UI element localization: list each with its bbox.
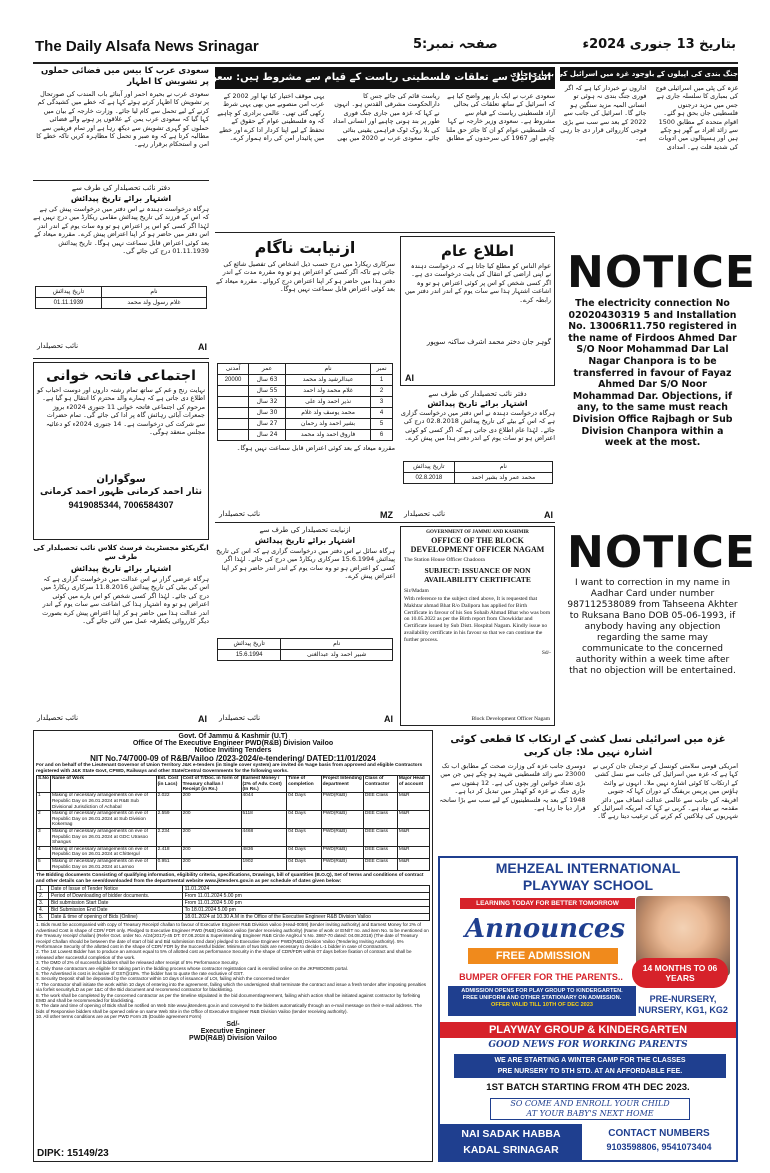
nagam-column-header: عمر	[249, 364, 286, 375]
mourners-label: سوگواران	[96, 474, 146, 485]
cell-emd: 4836	[241, 846, 287, 858]
cell-emd: 4044	[241, 793, 287, 811]
address-1: NAI SADAK HABBA	[461, 1128, 561, 1140]
cell-income: 20000	[218, 375, 249, 386]
ai-mark: AI	[384, 714, 393, 724]
offer-1: ADMISSION OPENS FOR PLAY GROUP TO KINDERGARTEN.	[461, 988, 623, 994]
cell-name: غلام محمد ولد احمد	[285, 386, 370, 397]
tender-term: 3. The DMD of 2% of successful bidders shall be released after receipt of 5% Performance Security.	[36, 960, 239, 966]
cell-cls: DEE Class	[363, 858, 397, 870]
cell-no: 4	[371, 408, 393, 419]
cell-no: 4.	[37, 907, 49, 914]
masthead	[33, 34, 738, 60]
cell-cost: 2.418	[156, 846, 181, 858]
school-tagline: LEARNING TODAY FOR BETTER TOMORROW	[460, 898, 635, 909]
right-article-body: غزہ کی پٹی میں اسرائیلی فوج کی بمباری کا سلسلہ جاری ہے جس میں مزید درجنوں فلسطینی جاں بحق ہو گئے۔ اقوام متحدہ کے مطابق 1500 سے زائد افراد بے گھر ہو چکے ہیں اور ہسپتالوں میں ادویات کی شدید قلت ہے۔ امدادی اداروں نے خبردار کیا ہے کہ اگر فوری جنگ بندی نہ ہوئی تو انسانی المیہ مزید سنگین ہو جائے گا۔ اسرائیل کی جانب سے 2022 کے بعد سے سب سے بڑی فوجی کارروائی قرار دی جا رہی ہے۔	[560, 84, 738, 151]
cell-dept: PWD(R&B)	[321, 793, 363, 811]
school-ad	[438, 856, 738, 1162]
cell-name: فاروق احمد ولد محمد	[285, 430, 370, 441]
cell-no: 1	[371, 375, 393, 386]
cell-emd: 4468	[241, 828, 287, 846]
schedule-row	[37, 893, 430, 900]
cell-age: 30 سال	[249, 408, 286, 419]
schedule-table	[36, 885, 430, 921]
cell-no: 2	[371, 386, 393, 397]
tender-column-header: Earnest Money / (2% of Adv. Cost) (In Rs.)	[241, 776, 287, 793]
notice-header: دفتر نائب تحصیلدار کی طرف سے	[428, 390, 527, 398]
cell-cost: 2.022	[156, 793, 181, 811]
birth-date-table	[35, 286, 207, 309]
cell-value: From 11.01.2024 5.00 pm	[182, 893, 429, 900]
cell-tdoc: 200	[181, 828, 241, 846]
enroll-2: AT YOUR BABY'S NEXT HOME	[526, 1109, 654, 1118]
nagam-column-header: نمبر	[371, 364, 393, 375]
divider	[215, 522, 555, 523]
fateha-notice	[33, 362, 209, 540]
notice-header: ایگزیکٹو مجسٹریٹ فرسٹ کلاس نائب تحصیلدار کی طرف سے	[33, 544, 209, 561]
fateha-body: نہایت رنج و غم کے ساتھ تمام رشتہ داروں اور دوست احباب کو اطلاع دی جاتی ہے کہ ہمارے والد محترم کا انتقال ہو گیا ہے۔ مرحوم کی اجتماعی فاتحہ خوانی 11 جنوری 2024ء بروز جمعرات آبائی رہائش گاہ پر ادا کی جائے گی۔ تمام حضرات سے شرکت کی درخواست ہے۔ 14 جنوری 2024ء کو دعائیہ مجلس منعقد ہوگی۔	[37, 386, 205, 437]
enroll-box	[490, 1098, 690, 1120]
date-value: 01.11.1939	[36, 298, 102, 309]
nagam-table	[217, 363, 393, 441]
gaza-headline: غزہ میں اسرائیلی نسل کشی کے ارتکاب کا قطعی کوئی اشارہ نہیں ملا: جان کربی	[450, 734, 726, 758]
cell-time: 04 Days	[287, 846, 322, 858]
notice-1-title: NOTICE	[567, 247, 756, 298]
executive-magistrate-notice	[33, 544, 209, 726]
tender-column-header: Time of completion	[287, 776, 322, 793]
schedule-row	[37, 900, 430, 907]
ai-mark: AI	[198, 342, 207, 352]
tender-term: 2. The 1st Lowest Bidder has to produce an amount equal to 5% of allotted cost as performance Security in the shape of CDR/FDR within 07 days before fixation of contract and shall be released after successful completion of the work.	[36, 949, 412, 960]
ittila-aam	[400, 236, 555, 386]
table-row	[37, 793, 430, 811]
tender-term: 5. The Advertised is cost is inclusive of GST@18%. The bidder has to quote the rate exclusive of GST.	[36, 970, 244, 976]
contact-numbers: 9103598806, 9541073404	[606, 1142, 712, 1152]
main-article-body: سعودی عرب نے ایک بار پھر واضح کیا ہے کہ اسرائیل کے ساتھ تعلقات کی بحالی آزاد فلسطینی ریاست کے قیام سے مشروط ہے۔ سعودی وزیر خارجہ نے کہا کہ فلسطینی عوام کو ان کا جائز حق ملنا چاہیے اور 1967 کی سرحدوں کے مطابق ریاست قائم کی جائے جس کا دارالحکومت مشرقی القدس ہو۔ انہوں نے کہا کہ غزہ میں جاری جنگ فوری طور پر بند ہونی چاہیے اور انسانی امداد کی بلا روک ٹوک فراہمی یقینی بنائی جائے۔ سعودی عرب نے 2020 میں بھی یہی موقف اختیار کیا تھا اور 2002 کے عرب امن منصوبے میں بھی یہی شرط رکھی گئی تھی۔ عالمی برادری کو چاہیے کہ وہ فلسطینی عوام کے حقوق کے تحفظ کے لیے اپنا کردار ادا کرے اور خطے میں پائیدار امن کی راہ ہموار کرے۔	[217, 92, 555, 143]
cell-cls: DEE Class	[363, 793, 397, 811]
cell-sno: 3	[37, 828, 51, 846]
nagam-column-header: نام	[285, 364, 370, 375]
cell-no: 5.	[37, 914, 49, 921]
table-row	[218, 408, 393, 419]
free-admission: FREE ADMISSION	[468, 948, 618, 964]
name-value: غلام رسول ولد محمد	[101, 298, 206, 309]
notice-body: ہرگاہ درخواست دہندہ نے اس دفتر میں درخواست گزاری ہے کہ اس کے بیٹے کی تاریخ پیدائش 02.8.2018 درج کی جائے۔ لہٰذا عام اطلاع دی جاتی ہے کہ اگر کسی کو کوئی اعتراض ہو تو سات یوم کے اندر دفتر ہذا میں پیش کرے۔	[400, 409, 555, 443]
cell-no: 6	[371, 430, 393, 441]
cell-head: M&R	[397, 793, 429, 811]
cell-sno: 4	[37, 846, 51, 858]
fateha-title: اجتماعی فاتحہ خوانی	[46, 368, 196, 384]
good-news: GOOD NEWS FOR WORKING PARENTS	[488, 1040, 688, 1050]
cell-age: 55 سال	[249, 386, 286, 397]
cell-sno: 5	[37, 858, 51, 870]
table-row	[37, 828, 430, 846]
cell-dept: PWD(R&B)	[321, 858, 363, 870]
classes-text: PRE-NURSERY, NURSERY, KG1, KG2	[638, 994, 728, 1015]
tender-column-header: Est. Cost (in Lacs)	[156, 776, 181, 793]
table-row	[37, 858, 430, 870]
age-range: 14 MONTHS TO 06 YEARS	[642, 963, 718, 983]
ittila-title: اطلاع عام	[440, 242, 514, 260]
cell-head: M&R	[397, 846, 429, 858]
cell-time: 04 Days	[287, 811, 322, 829]
tender-intro: For and on behalf of the Lieutenant Governor of Union Territory J&K e-tenders (in Single cover system) are invited on %age basis from approved and eligible Contractors registered with J&K State Govt, CPWD, Railways and other State/Central Governments for the following works.	[36, 763, 423, 774]
tender-title: Notice Inviting Tenders	[194, 747, 272, 754]
cell-dept: PWD(R&B)	[321, 846, 363, 858]
cell-cls: DEE Class	[363, 811, 397, 829]
cell-no: 5	[371, 419, 393, 430]
cell-cls: DEE Class	[363, 846, 397, 858]
masthead-rule	[33, 62, 738, 64]
batch-start: 1ST BATCH STARTING FROM 4TH DEC 2023.	[486, 1082, 690, 1093]
cell-emd: 1902	[241, 858, 287, 870]
cell-tdoc: 200	[181, 858, 241, 870]
camp-box	[454, 1054, 726, 1078]
nagam-footer: مقررہ میعاد کے بعد کوئی اعتراض قابل سماعت نہیں ہوگا۔	[236, 444, 395, 452]
col-date: تاریخ پیدائش	[403, 462, 455, 473]
tender-signatory-office: PWD(R&B) Division Vailoo	[189, 1034, 277, 1042]
ai-mark: AI	[405, 373, 414, 383]
school-name-2: PLAYWAY SCHOOL	[522, 877, 654, 893]
cell-no: 3.	[37, 900, 49, 907]
cell-income	[218, 419, 249, 430]
table-row	[37, 811, 430, 829]
tender-signatory: Executive Engineer	[200, 1027, 266, 1035]
ai-mark: AI	[544, 510, 553, 520]
saudi-headline: سعودی عرب کا بیس میں فضائی حملوں پر تشویش کا اظہار	[40, 66, 209, 87]
notice-title: اشتہار برائے تاریخ پیدائش	[254, 536, 356, 545]
cell-income	[218, 386, 249, 397]
cell-age: 24 سال	[249, 430, 286, 441]
schedule-row	[37, 914, 430, 921]
offer-2: FREE UNIFORM AND OTHER STATIONARY ON ADMISSION.	[462, 995, 622, 1001]
cell-dept: PWD(R&B)	[321, 828, 363, 846]
ittila-body: عوام الناس کو مطلع کیا جاتا ہے کہ درخواست دہندہ نے اپنی اراضی کے انتقال کی بابت درخواست دی ہے۔ اگر کسی شخص کو اس پر کوئی اعتراض ہو تو وہ اشاعت اشتہار ہذا سے سات یوم کے اندر اندر دفتر میں رابطہ کرے۔	[405, 262, 551, 304]
cell-name: نذیر احمد ولد علی	[285, 397, 370, 408]
tehsildar-notice-2	[400, 390, 555, 520]
bidding-note: The Bidding documents Consisting of qualifying information, eligibility criteria, specifications, Drawings, bill of quantities (B.O.Q), Set of terms and conditions of contract and other details can be seen/downloaded from the departmental website www.jktenders.gov.in as per schedule of dates given below:	[36, 873, 424, 884]
divider	[215, 232, 555, 233]
nagam-notice	[215, 236, 395, 520]
cell-name: عبدالرشید ولد محمد	[285, 375, 370, 386]
cell-sno: 1	[37, 793, 51, 811]
mz-mark: MZ	[380, 510, 393, 520]
tender-term: 8. The work shall be completed by the concerned contractor as per the timeline stipulated in the bid document/agreement, failing which action shall be initiated against contractor by forfeiting EMD and shall be recommended for blacklisting.	[36, 992, 421, 1003]
cell-age: 27 سال	[249, 419, 286, 430]
table-row	[218, 386, 393, 397]
nagam-body: سرکاری ریکارڈ میں درج حسب ذیل اشخاص کی تفصیل شائع کی جاتی ہے تاکہ اگر کسی کو اعتراض ہو تو وہ مقررہ مدت کے اندر دفتر ہذا میں حاضر ہو کر اپنا اعتراض درج کروائے۔ مقررہ میعاد کے بعد کوئی اعتراض قابل سماعت نہیں ہوگا۔	[215, 260, 395, 294]
divider	[33, 180, 209, 181]
cell-cls: DEE Class	[363, 828, 397, 846]
cell-cost: 2.559	[156, 811, 181, 829]
divider	[33, 358, 209, 359]
cell-work: Making of necessary arrangements on eve of Republic Day on 26.01.2024 at GDC Utrasoo Shangus	[50, 828, 156, 846]
tender-nit: NIT No.74/7000-09 of R&B/Vailoo /2023-2024/e-tendering/ DATED:11/01/2024	[90, 754, 376, 763]
cell-head: M&R	[397, 828, 429, 846]
cell-value: To 18.01.2024 5.00 pm	[182, 907, 429, 914]
announces-text: Announces	[464, 914, 626, 944]
contact-label: CONTACT NUMBERS	[608, 1128, 710, 1139]
name-value: شبیر احمد ولد عبدالغنی	[281, 650, 393, 661]
notice-aadhar	[567, 527, 756, 728]
cell-work: Making of necessary arrangements on eve of Republic Day on 26.01.2024 at Sub Division Kokernag	[50, 811, 156, 829]
cell-time: 04 Days	[287, 793, 322, 811]
table-row	[37, 846, 430, 858]
table-row	[218, 397, 393, 408]
saudi-body: سعودی عرب نے بحیرہ احمر اور آبنائے باب المندب کی صورتحال پر تشویش کا اظہار کرتے ہوئے کہا ہے کہ خطے میں کشیدگی کم کرنے کے لیے تحمل سے کام لیا جائے۔ وزارت خارجہ کے بیان میں کہا گیا کہ سعودی عرب یمن کے علاقوں پر ہونے والے فضائی حملوں کو گہری تشویش سے دیکھ رہا ہے اور تمام فریقین سے مطالبہ کرتا ہے کہ وہ صبر و تحمل کا مظاہرہ کریں تاکہ خطے کا امن و استحکام برقرار رہے۔	[36, 90, 209, 149]
tender-notice	[33, 730, 433, 1162]
gaza-body: امریکی قومی سلامتی کونسل کے ترجمان جان کربی نے کہا ہے کہ غزہ میں اسرائیل کی جانب سے نسل کشی کے ارتکاب کا کوئی اشارہ نہیں ملا۔ انہوں نے وائٹ ہاؤس میں پریس بریفنگ کے دوران کہا کہ جنوبی افریقہ کی جانب سے عالمی عدالت انصاف میں دائر مقدمہ بے بنیاد ہے۔ کربی نے کہا کہ امریکہ اسرائیل کو شہریوں کی ہلاکتیں کم کرنے کی ترغیب دیتا رہے گا۔ دوسری جانب غزہ کی وزارت صحت کے مطابق اب تک 23000 سے زائد فلسطینی شہید ہو چکے ہیں جن میں بڑی تعداد خواتین اور بچوں کی ہے۔ 12 ہفتوں سے جاری جنگ نے غزہ کو کھنڈر میں تبدیل کر دیا ہے۔ 1948 کے بعد یہ فلسطینیوں کے لیے سب سے بڑا سانحہ قرار دیا جا رہا ہے۔	[439, 762, 738, 821]
tender-column-header: S.No	[37, 776, 51, 793]
tender-sd: Sd/-	[226, 1020, 240, 1028]
cell-cost: 2.234	[156, 828, 181, 846]
col-name: نام	[101, 287, 206, 298]
cell-item: Bid Submission End Date	[48, 907, 182, 914]
camp-1: WE ARE STARTING A WINTER CAMP FOR THE CLASSES	[494, 1057, 686, 1064]
notice-signature: نائب تحصیلدار	[219, 510, 261, 518]
notice-2-title: NOTICE	[567, 527, 756, 578]
right-headline: جنگ بندی کی اپیلوں کے باوجود غزہ میں اسرائیل کی بمباری جاری	[560, 67, 738, 81]
cell-income	[218, 430, 249, 441]
cell-no: 3	[371, 397, 393, 408]
notice-body: ہرگاہ درخواست دہندہ نے اس دفتر میں درخواست پیش کی ہے کہ اس کے فرزند کی تاریخ پیدائش مقامی ریکارڈ میں درج نہیں ہے لہٰذا اگر کسی کو اس پر اعتراض ہو تو وہ سات یوم کے اندر اندر اس دفتر میں حاضر ہو کر اپنا اعتراض پیش کرے۔ مقررہ میعاد کے بعد کوئی اعتراض قابل سماعت نہیں ہوگا۔ تاریخ پیدائش 01.11.1939 درج کی جائے گی۔	[33, 205, 209, 256]
cell-dept: PWD(R&B)	[321, 811, 363, 829]
cell-value: From 11.01.2024 5.00 pm	[182, 900, 429, 907]
date-value: 15.6.1994	[218, 650, 281, 661]
notice-signature: نائب تحصیلدار	[404, 510, 446, 518]
cell-time: 04 Days	[287, 858, 322, 870]
cell-age: 63 سال	[249, 375, 286, 386]
schedule-row	[37, 907, 430, 914]
nagam-column-header: آمدنی	[218, 364, 249, 375]
cell-emd: 5118	[241, 811, 287, 829]
cell-time: 04 Days	[287, 828, 322, 846]
tehsildar-notice-3	[215, 526, 395, 726]
notice-title: اشتہار برائے تاریخ پیدائش	[70, 194, 172, 203]
col-name: نام	[281, 639, 393, 650]
table-row	[218, 430, 393, 441]
contact-box	[582, 1124, 736, 1160]
page-label: صفحہ نمبر:5	[413, 37, 498, 52]
bdo-sd: Sd/-	[541, 649, 551, 656]
cell-name: محمد یوسف ولد غلام	[285, 408, 370, 419]
tender-term: 10. All other terms conditions are as per PWD Form 25 (Double agreement Form)	[36, 1014, 202, 1020]
notice-2-body: I want to correction in my name in Aadhar Card under number 987112538089 from Tahseena Akhter to Ruksana Bano DOB 05-06-1993, if anybody having any objection regarding the same may communicate to the concerned authority within a week time after that no objection will be entertained.	[567, 578, 738, 676]
playway-title: PLAYWAY GROUP & KINDERGARTEN	[440, 1022, 736, 1038]
bdo-office: OFFICE OF THE BLOCK DEVELOPMENT OFFICER NAGAM	[410, 536, 545, 554]
cell-item: Bid submission Start Date	[48, 900, 182, 907]
tender-gov: Govt. Of Jammu & Kashmir (U.T)	[178, 733, 288, 740]
tender-column-header: Name of Work	[50, 776, 156, 793]
ittila-signatory: گوہر جان دختر محمد اشرف ساکنہ سوپور	[426, 338, 551, 346]
ai-mark: AI	[198, 714, 207, 724]
cell-tdoc: 200	[181, 846, 241, 858]
birth-date-table	[217, 638, 393, 661]
notice-signature: نائب تحصیلدار	[37, 342, 79, 350]
main-headline: اسرائیل سے تعلقات فلسطینی ریاست کے قیام سے مشروط ہیں: سعودی عرب	[215, 67, 555, 89]
age-badge	[632, 958, 728, 988]
cell-cost: 0.951	[156, 858, 181, 870]
notice-signature: نائب تحصیلدار	[219, 714, 261, 722]
notice-body: ہرگاہ عرضی گزار نے اس عدالت میں درخواست گزاری ہے کہ اس کی بیٹی کی تاریخ پیدائش 11.8.2016 سرکاری ریکارڈ میں درج کی جائے۔ لہٰذا اگر کسی شخص کو اس بارے میں کوئی اعتراض ہو تو وہ اشتہار ہذا کی اشاعت سے سات یوم کے اندر اندر عدالت ہذا میں حاضر ہو کر اپنا اعتراض پیش کرے بصورت دیگر کارروائی یکطرفہ عمل میں لائی جائے گی۔	[40, 575, 209, 626]
bdo-subject: SUBJECT: ISSUANCE OF NON AVAILABILITY CERTIFICATE	[424, 566, 531, 584]
tender-term: 1. Bids must be accompanied with copy of Treasury Receipt/ challan to favour of Executive Engineer R&B Division vailoo (Head-0059) (tender inviting authority) and Earnest Money for 2% of Advertised Cost in shape of CDR/ FDR only. Pledged to Executive Engineer PWD (R&B) Division vailoo (tender receiving authority) (Name of work or EIN/IT no. and item No. to be mentioned on the Treasury receipt/ challan) (Refer Govt. order No. A/24(2017)-45 DT: 07.08.2018 & Superintending Engineer R&B Circle Ang/Kul 's No. 3867-70 dated: 04.08.2018) (The date of Treasury receipt/ Challan should be between the date of start of bid and Bid submission End date) pledged to Executive Engineer PWD(R&B) Division Vailoo (Tendering Inviting Authority). 5% Performance Security of the allotted cost in the shape of CDR/ FDR by the Successful bidder. Minimum of two bids are necessary to decide L-1 bidder in case of Contractors.	[36, 922, 429, 949]
table-row	[218, 375, 393, 386]
col-date: تاریخ پیدائش	[218, 639, 281, 650]
camp-2: PRE NURSERY TO 5TH STD. AT AN AFFORDABLE FEE.	[497, 1068, 683, 1075]
cell-income	[218, 408, 249, 419]
tehsildar-notice-1	[33, 184, 209, 354]
table-row	[218, 419, 393, 430]
col-name: نام	[455, 462, 552, 473]
cell-value: 11.01.2024	[182, 886, 429, 893]
offer-box	[448, 986, 636, 1016]
enroll-1: SO COME AND ENROLL YOUR CHILD	[510, 1099, 670, 1108]
tender-term: 4. Only those contractors are eligible for taking part in the bidding process whose contractor registration card is enrolled online on the JKPWDOMS portal.	[36, 965, 349, 971]
bdo-gov: GOVERNMENT OF JAMMU AND KASHMIR	[426, 530, 529, 535]
tender-term: 7. The contractor shall initiate the work within 10 days of entering into the agreement, failing which the undersigned shall terminate the contract and issue a fresh tender after imposing penalties via forfeit security/LD as per 1&C of the Bid document and recommend contractor for blacklisting.	[36, 981, 427, 993]
notice-1-body: The electricity connection No 02020430319 5 and Installation No. 13006R11.750 registered in the name of Firdoos Ahmed Dar S/O Noor Mohammad Dar Lal Nagar Chanpora is to be transferred in favour of Fayaz Ahmed Dar S/O Noor Mohammad Dar. Objections, if any, to the same must reach Division Office Rajbagh or Sub Division Chanpora within a week at the most.	[568, 298, 737, 449]
cell-sno: 2	[37, 811, 51, 829]
school-name-1: MEHZEAL INTERNATIONAL	[495, 860, 681, 876]
bdo-signatory: Block Development Officer Nagam	[471, 716, 550, 722]
col-date: تاریخ پیدائش	[36, 287, 102, 298]
birth-date-table	[403, 461, 553, 484]
bdo-body: With reference to the subject cited above, It is requested that Makhtar ahmad Bhat R/o Dalipora has applied for Birth Certificate in favour of his Son Sohaib Ahmad Bhat who was born on 10.05.2022 as per the Birth report from Chowkidar and Certificate issued by Sub Distt. Hospital Nagam. Kindly issue no availability certificate in his favour so that we can continue the further process.	[404, 596, 551, 643]
cell-work: Making of necessary arrangements on eve of Republic Day on 26.01.2024 at Larnoo	[50, 858, 156, 870]
bdo-sub-office: The Station House Officer Chadoora	[404, 557, 485, 563]
tender-dipk: DIPK: 15149/23	[37, 1148, 109, 1159]
notice-signature: نائب تحصیلدار	[37, 714, 79, 722]
cell-name: بشیر احمد ولد رحمان	[285, 419, 370, 430]
tender-column-header: Project Intending department	[321, 776, 363, 793]
cell-item: Date & time of opening of Bids (Online)	[48, 914, 182, 921]
nagam-title: ازنیابت ناگام	[254, 238, 356, 257]
bumper-offer: BUMPER OFFER FOR THE PARENTS..	[459, 972, 623, 982]
cell-no: 2.	[37, 893, 49, 900]
date-label: بتاریخ 13 جنوری 2024ء	[582, 37, 736, 52]
schedule-row	[37, 886, 430, 893]
mourners-phones: 9419085344, 7006584307	[68, 500, 174, 510]
tender-header-row	[37, 776, 430, 793]
tender-table	[36, 775, 430, 871]
address-box	[440, 1124, 582, 1160]
mourners-names: نثار احمد کرمانی ظہور احمد کرمانی	[40, 487, 202, 497]
tender-terms	[36, 922, 430, 1019]
cell-tdoc: 200	[181, 811, 241, 829]
cell-head: M&R	[397, 811, 429, 829]
cell-tdoc: 200	[181, 793, 241, 811]
tender-column-header: Cost of T/Doc. in form of Treasury challan / Receipt (in Rs.)	[181, 776, 241, 793]
cell-item: Date of Issue of Tender Notice	[48, 886, 182, 893]
tender-office: Office Of The Executive Engineer PWD(R&B) Division Vailoo	[132, 740, 334, 747]
cell-value: 18.01.2024 at 10.30 A.M in the Office of the Executive Engineer R&B Division Vailoo	[182, 914, 429, 921]
notice-electricity	[567, 247, 756, 528]
name-value: محمد عمر ولد بشیر احمد	[455, 473, 552, 484]
cell-work: Making of necessary arrangements on eve of Republic Day on 26.01.2024 at R&B Sub Divisional Jurisdiction of Achabal	[50, 793, 156, 811]
cell-income	[218, 397, 249, 408]
bdo-salutation: Sir/Madam	[404, 588, 429, 594]
tender-term: 9. The date and time of opening of Bids shall be notified on Web Site www.jktenders.gov.in and conveyed to the bidders automatically through an e-mail message on their e-mail address. The bids of Responsive bidders shall be opened online on same Web Site in the Office of Executive Engineer R&B Division Vailoo (tender receiving authority).	[36, 1003, 423, 1014]
address-2: KADAL SRINAGAR	[463, 1144, 559, 1156]
tender-column-header: Class of Contractor	[363, 776, 397, 793]
nagam-header-row	[218, 364, 393, 375]
notice-title: اشتہار برائے تاریخ پیدائش	[70, 564, 172, 573]
cell-item: Period of Downloading of bidder documents.	[48, 893, 182, 900]
cell-no: 1.	[37, 886, 49, 893]
notice-title: اشتہار برائے تاریخ پیدائش	[427, 399, 528, 408]
gaza-article	[438, 733, 738, 851]
tender-term: 6. Security Deposit shall be deposited by the contractor within 10 days of issuance of LOI, failing which the concerned tender	[36, 976, 290, 982]
notice-header: دفتر نائب تحصیلدار کی طرف سے	[71, 184, 171, 192]
paper-name: The Daily Alsafa News Srinagar	[35, 38, 259, 55]
notice-header: ازنیابت تحصیلدار کی طرف سے	[259, 526, 351, 534]
cell-head: M&R	[397, 858, 429, 870]
bdo-notice	[400, 526, 555, 726]
cell-age: 32 سال	[249, 397, 286, 408]
cell-work: Making of necessary arrangements on eve of Republic Day on 26.01.2024 at Chittergul	[50, 846, 156, 858]
date-value: 02.8.2018	[403, 473, 455, 484]
tender-column-header: Major Head of account	[397, 776, 429, 793]
notice-body: ہرگاہ سائل نے اس دفتر میں درخواست گزاری ہے کہ اس کی تاریخ پیدائش 15.6.1994 سرکاری ریکارڈ میں درج کی جائے۔ لہٰذا اگر کسی کو اعتراض ہو تو وہ سات یوم کے اندر اندر حاضر ہو کر اپنا اعتراض پیش کرے۔	[216, 547, 395, 581]
offer-3: OFFER VALID TILL 10TH OF DEC 2023	[490, 1002, 594, 1008]
